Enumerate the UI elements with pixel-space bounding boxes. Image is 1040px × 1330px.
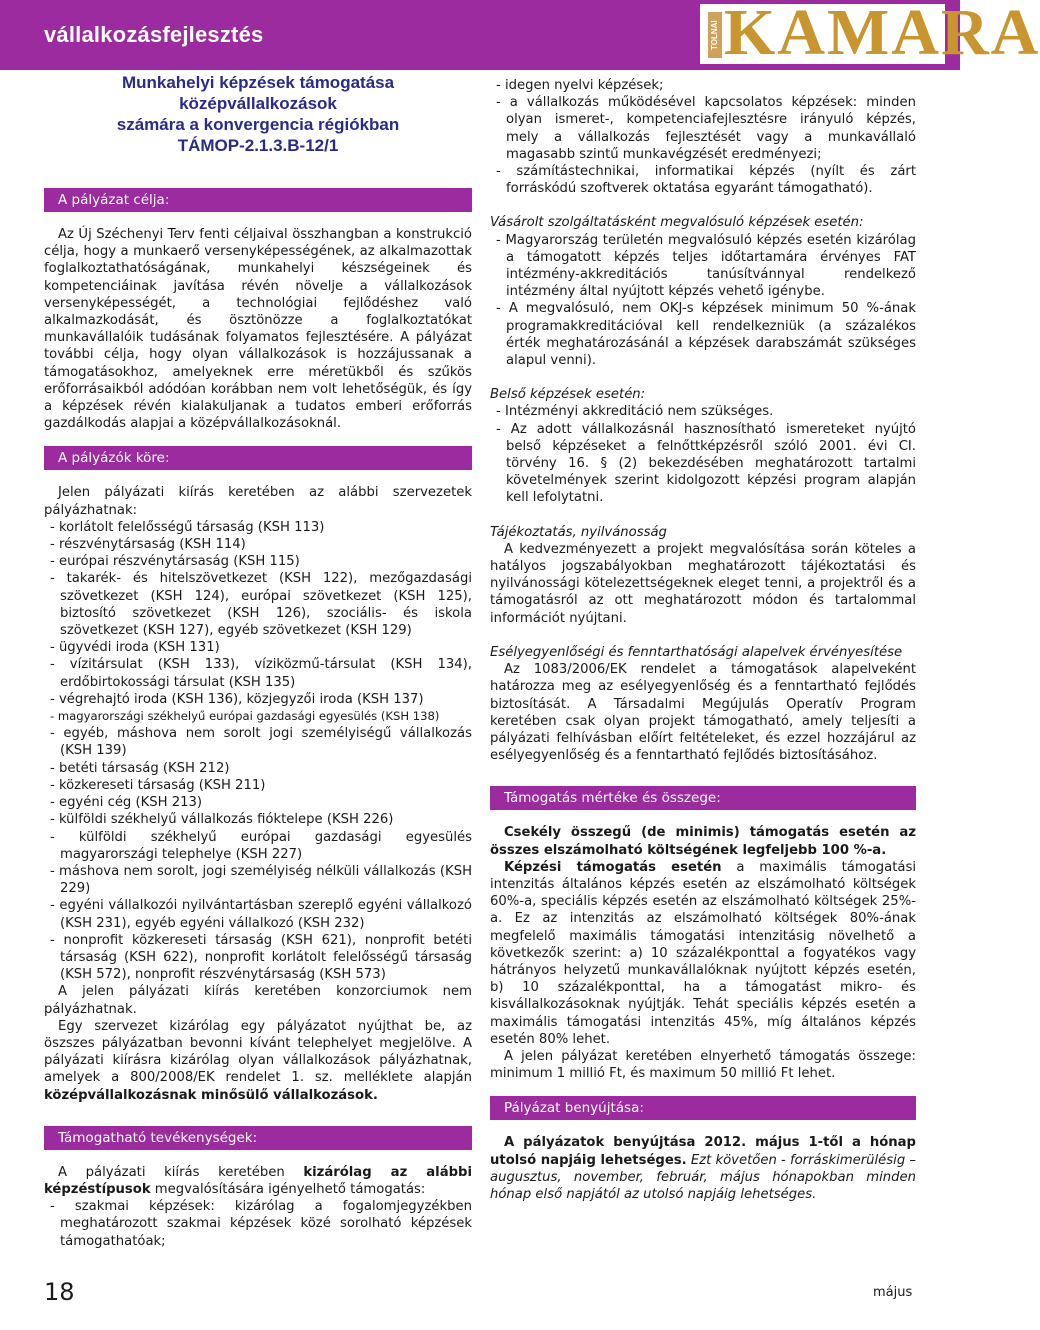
paragraph-konzorcium: A jelen pályázati kiírás keretében konzorciumok nem pályázhatnak. <box>44 984 472 1017</box>
heading-eselyegyenloseg: Esélyegyenlőségi és fenntarthatósági alapelvek érvényesítése <box>490 644 903 660</box>
kepzesi-bold: Képzési támogatás esetén <box>504 859 722 875</box>
paragraph-eselyegyenloseg: Az 1083/2006/EK rendelet a támogatások alapelveként határozza meg az esélyegyenlőség és a fenntartható fejlődés biztosítását. A Társadalmi Megújulás Operatív Program keretében csak olyan projekt támogatható, amely teljesíti a pályázati felhívásban előírt feltételeket, és ezzel hozzájárul az esélyegyenlőség és a fenntartható fejlődés biztosításához. <box>490 662 916 764</box>
tev-text-bold: kizárólag az alábbi képzéstípusok <box>44 1164 472 1197</box>
list-item: - magyarországi székhelyű európai gazdasági egyesülés (KSH 138) <box>50 709 440 724</box>
logo-kamara: KAMARA <box>724 0 1040 69</box>
paragraph-tevekenysegek <box>44 1164 472 1198</box>
paragraph-szervezet <box>44 1018 472 1104</box>
paragraph-kepzesi <box>490 859 916 1048</box>
list-item: - számítástechnikai, informatikai képzés (nyílt és zárt forráskódú szoftverek oktatása egyaránt támogatható). <box>496 164 916 197</box>
list-item: - idegen nyelvi képzések; <box>496 78 664 93</box>
left-column <box>44 70 472 1250</box>
paragraph-cel: Az Új Széchenyi Terv fenti céljaival összhangban a konstrukció célja, hogy a munkaerő versenyképességének, az alkalmazottak foglalkoztathatóságának, munkahelyi készségeinek és kompetenciáinak javítása révén növelje a vállalkozások versenyképességét, a technológiai fejlődéshez való alkalmazkodását, és ösztönözze a foglalkoztatókat munkavállalóik tudásának folyamatos fejlesztésére. A pályázat további célja, hogy olyan vállalkozások is hozzájussanak a támogatásokhoz, amelyeknek erre méretükből és szűkös erőforrásaikból adódóan korábban nem volt lehetőségük, és így a képzések révén kialakuljanak a tudatos emberi erőforrás gazdálkodás alapjai a középvállalkozásoknál. <box>44 227 472 432</box>
paragraph-benyujtas <box>490 1134 916 1203</box>
page-number: 18 <box>44 1278 75 1306</box>
right-column <box>490 70 916 1203</box>
list-item: - európai részvénytársaság (KSH 115) <box>50 554 300 570</box>
paragraph-szervezet-text: Egy szervezet kizárólag egy pályázatot nyújthat be, az öszszes pályázatban bevonni kívánt telephelyet megjelölve. A pályázati kiírásra kizárólag olyan vállalkozások pályázhatnak, amelyek a 800/2008/EK rendelet 1. sz. melléklete alapján <box>44 1018 472 1086</box>
list-item: - részvénytársaság (KSH 114) <box>50 537 246 553</box>
article-title-line3: TÁMOP-2.1.3.B-12/1 <box>177 136 339 155</box>
section-title: vállalkozásfejlesztés <box>44 22 264 47</box>
list-item: - A megvalósuló, nem OKJ-s képzések minimum 50 %-ának programakkreditációval kell rendelkezniük (a százalékos érték meghatározásánál a képzések darabszámát szükséges alapul venni). <box>496 301 916 369</box>
list-item: - betéti társaság (KSH 212) <box>50 760 230 776</box>
list-item: - egyéni vállalkozói nyilvántartásban szereplő egyéni vállalkozó (KSH 231), egyéb egyéni vállalkozó (KSH 232) <box>50 898 472 931</box>
list-item: - takarék- és hitelszövetkezet (KSH 122), mezőgazdasági szövetkezet (KSH 124), európai szövetkezet (KSH 125), biztosító szövetkezet (KSH 126), szociális- és iskola szövetkezet (KSH 127), egyéb szövetkezet (KSH 129) <box>50 571 472 639</box>
logo-tolnai: TOLNAI <box>708 12 722 58</box>
tev-text-a: A pályázati kiírás keretében <box>58 1164 304 1180</box>
paragraph-deminimis: Csekély összegű (de minimis) támogatás esetén az összes elszámolható költségének legfeljebb 100 %-a. <box>490 825 916 858</box>
paragraph-osszeg: A jelen pályázat keretében elnyerhető támogatás összege: minimum 1 millió Ft, és maximum 50 millió Ft lehet. <box>490 1048 916 1082</box>
footer-month: május <box>873 1285 913 1300</box>
paragraph-tajekoztatas: A kedvezményezett a projekt megvalósítása során köteles a hatályos jogszabályokban meghatározott tájékoztatási és nyilvánossági kötelezettségeknek eleget tenni, a projektről és a támogatásról az ott meghatározott módon és tartalommal információt nyújtani. <box>490 541 916 626</box>
article-title-line1: Munkahelyi képzések támogatása középvállalkozások <box>121 73 395 113</box>
list-item: - szakmai képzések: kizárólag a fogalomjegyzékben meghatározott szakmai képzések közé sorolható képzések támogathatóak; <box>50 1199 472 1249</box>
heading-belso: Belső képzések esetén: <box>490 387 646 403</box>
list-item: - ügyvédi iroda (KSH 131) <box>50 640 220 656</box>
list-item: - egyéni cég (KSH 213) <box>50 795 203 811</box>
article-title-line2: számára a konvergencia régiókban <box>116 115 400 134</box>
top-list <box>490 77 916 197</box>
list-item: - máshova nem sorolt, jogi személyiség nélküli vállalkozás (KSH 229) <box>50 863 472 897</box>
benyujt-italic: Ezt követően - forráskimerülésig – augusztus, november, február, május hónapokban minden hónap első napjától az utolsó napjáig lehetséges. <box>490 1152 916 1202</box>
header-bar <box>0 0 1040 70</box>
list-item: - végrehajtó iroda (KSH 136), közjegyzői iroda (KSH 137) <box>50 691 424 707</box>
heading-kor: A pályázók köre: <box>44 446 472 470</box>
list-item: - külföldi székhelyű vállalkozás fióktelepe (KSH 226) <box>50 812 394 828</box>
heading-tevekenysegek: Támogatható tevékenységek: <box>44 1126 472 1150</box>
heading-cel: A pályázat célja: <box>44 188 472 212</box>
tev-text-b: megvalósítására igényelhető támogatás: <box>150 1181 426 1197</box>
heading-merteke: Támogatás mértéke és összege: <box>490 786 916 810</box>
article-title <box>44 72 472 156</box>
list-item: - nonprofit közkereseti társaság (KSH 621), nonprofit betéti társaság (KSH 622), nonprofit korlátolt felelősségű társaság (KSH 572), nonprofit részvénytársaság (KSH 573) <box>50 932 472 983</box>
kepzesi-text: a maximális támogatási intenzitás általános képzés esetén az elszámolható költségek 60%-a, speciális képzés esetén az elszámolható költségek 25%-a. Ez az intenzitás az elszámolható költségek 80%-ának megfelelő maximális támogatási intenzitásig növelhető a következők szerint: a) 10 százalékponttal a fogyatékos vagy hátrányos helyzetű munkavállalóknak nyújtott képzés esetén, b) 10 százalékponttal, ha a támogatást mikro- és kisvállalkozásoknak nyújtják. Tehát speciális képzés esetén a maximális támogatási intenzitás 45%, míg általános képzés esetén 80% lehet. <box>490 859 917 1047</box>
list-item: - egyéb, máshova nem sorolt jogi személyiségű vállalkozás (KSH 139) <box>50 726 472 759</box>
heading-vasarolt: Vásárolt szolgáltatásként megvalósuló képzések esetén: <box>490 215 864 231</box>
applicant-list <box>44 519 472 983</box>
heading-benyujtas: Pályázat benyújtása: <box>490 1096 916 1120</box>
list-item: - külföldi székhelyű európai gazdasági egyesülés magyarországi telephelye (KSH 227) <box>50 829 472 862</box>
list-item: - a vállalkozás működésével kapcsolatos képzések: minden olyan ismeret-, kompetenciafejlesztésre irányuló képzés, mely a vállalkozás fejlesztését vagy a munkavállaló magasabb szintű munkavégzését eredményezi; <box>496 95 916 162</box>
list-item: - vízitársulat (KSH 133), víziközmű-társulat (KSH 134), erdőbirtokossági társulat (KSH 135) <box>50 657 472 690</box>
paragraph-kor-intro: Jelen pályázati kiírás keretében az alábbi szervezetek pályázhatnak: <box>44 485 472 518</box>
list-item: - Intézményi akkreditáció nem szükséges. <box>496 404 774 420</box>
list-item: - Az adott vállalkozásnál hasznosítható ismereteket nyújtó belső képzéseket a felnőttképzésről szóló 2001. évi CI. törvény 16. § (2) bekezdésében meghatározott tartalmi követelmények szerint kidolgozott képzési program alapján kell lefolytatni. <box>496 421 916 506</box>
heading-tajekoztatas: Tájékoztatás, nyilvánosság <box>490 524 667 540</box>
list-item: - Magyarország területén megvalósuló képzés esetén kizárólag a támogatott képzés teljes időtartamára érvényes FAT intézmény-akkreditációs tanúsítvánnyal rendelkező intézmény által nyújtott képzés vehető igénybe. <box>496 232 916 300</box>
paragraph-szervezet-bold: középvállalkozásnak minősülő vállalkozások. <box>44 1087 378 1103</box>
list-item: - közkereseti társaság (KSH 211) <box>50 777 266 793</box>
kamara-logo <box>700 0 1040 69</box>
list-item: - korlátolt felelősségű társaság (KSH 113) <box>50 519 325 535</box>
benyujt-bold: A pályázatok benyújtása 2012. május 1-től a hónap utolsó napjáig lehetséges. <box>490 1135 916 1168</box>
